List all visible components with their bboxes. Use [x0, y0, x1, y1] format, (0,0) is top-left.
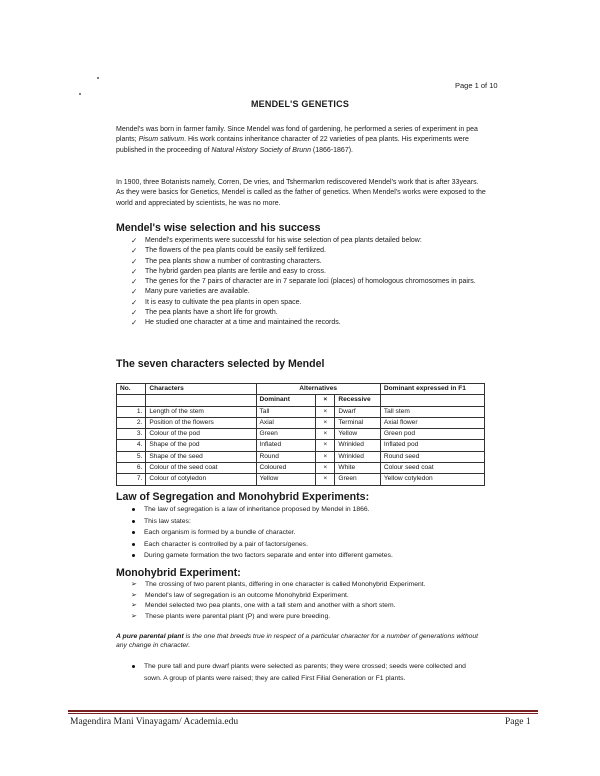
arrow-bullet-icon: ➢: [131, 612, 137, 620]
table-cell-f1: Tall stem: [380, 406, 484, 417]
table-cell-f1: Axial flower: [380, 417, 484, 428]
check-mark-icon: ✓: [131, 297, 138, 307]
table-cell-x: ×: [316, 451, 335, 462]
list-item: The pure tall and pure dwarf plants were selected as parents; they were crossed; seeds were collected and sown. A group of plants were raised; they are called First Filial Generation or F1 plants.: [131, 661, 481, 684]
list-item: Each character is controlled by a pair of factors/genes.: [131, 539, 481, 551]
table-cell-no: 6.: [117, 463, 146, 474]
table-subheader-row: [117, 395, 485, 406]
sub-cross-header: ×: [316, 395, 335, 406]
table-header-row: [117, 384, 485, 395]
list-item: ✓ The pea plants show a number of contrasting characters.: [131, 256, 322, 266]
list-item: ➢ Mendel's law of segregation is an outcome Monohybrid Experiment.: [131, 591, 486, 602]
table-cell-f1: Inflated pod: [380, 440, 484, 451]
final-list: [131, 661, 481, 684]
table-row: [117, 406, 485, 417]
bullet-icon: [132, 554, 135, 557]
table-cell-f1: Colour seed coat: [380, 463, 484, 474]
check-mark-icon: ✓: [131, 318, 138, 328]
table-cell-character: Length of the stem: [146, 406, 256, 417]
check-mark-icon: ✓: [131, 246, 138, 256]
page-number-header: Page 1 of 10: [455, 81, 498, 90]
table-row: [117, 474, 485, 485]
list-item: The law of segregation is a law of inheritance proposed by Mendel in 1866.: [131, 504, 481, 516]
arrow-bullet-icon: ➢: [131, 602, 137, 610]
col-no-header: No.: [117, 384, 146, 395]
table-cell-recessive: Wrinkled: [335, 451, 380, 462]
table-cell-dominant: Coloured: [256, 463, 316, 474]
intro-paragraph-1: Mendel's was born in farmer family. Since Mendel was fond of gardening, he performed a series of experiment in pea plants; Pisum sativum. His work contains inheritance character of 22 varieties of pea plants. His experiments were published in the proceeding of Natural History Society of Brunn (1866-1867).: [116, 126, 478, 154]
table-cell-x: ×: [316, 417, 335, 428]
list-item: Each organism is formed by a bundle of character.: [131, 527, 481, 539]
footer-page-number: Page 1: [505, 717, 531, 727]
table-cell-dominant: Tall: [256, 406, 316, 417]
col-characters-header: Characters: [146, 384, 256, 395]
list-item: ✓ The genes for the 7 pairs of character are in 7 separate loci (places) of homologous chromosomes in pairs.: [131, 277, 476, 287]
table-cell-no: 5.: [117, 451, 146, 462]
monohybrid-heading: Monohybrid Experiment:: [116, 567, 241, 579]
table-cell-dominant: Round: [256, 451, 316, 462]
table-cell-dominant: Green: [256, 429, 316, 440]
list-item: ✓ Mendel's experiments were successful for his wise selection of pea plants detailed below:: [131, 236, 422, 245]
col-alternatives-header: Alternatives: [256, 384, 380, 395]
table-cell-no: 4.: [117, 440, 146, 451]
check-mark-icon: ✓: [131, 266, 138, 276]
table-row: [117, 429, 485, 440]
bullet-icon: [132, 543, 135, 546]
list-item: ➢ The crossing of two parent plants, differing in one character is called Monohybrid Experiment.: [131, 580, 486, 591]
segregation-heading: Law of Segregation and Monohybrid Experiments:: [116, 491, 370, 503]
table-cell-x: ×: [316, 440, 335, 451]
table-cell-recessive: Terminal: [335, 417, 380, 428]
list-item: ✓ The flowers of the pea plants could be easily self fertilized.: [131, 246, 326, 256]
check-mark-icon: ✓: [131, 308, 138, 318]
characters-heading: The seven characters selected by Mendel: [116, 358, 325, 370]
list-item: ✓ The pea plants have a short life for growth.: [131, 308, 278, 318]
table-row: [117, 440, 485, 451]
check-mark-icon: ✓: [131, 236, 138, 245]
table-cell-x: ×: [316, 429, 335, 440]
table-cell-dominant: Inflated: [256, 440, 316, 451]
pure-parental-definition: A pure parental plant is the one that breeds true in respect of a particular character for a number of generations without any change in character.: [116, 633, 479, 650]
table-row: [117, 417, 485, 428]
success-heading: Mendel's wise selection and his success: [116, 222, 321, 234]
scan-speck: [97, 77, 99, 79]
bullet-icon: [132, 508, 135, 511]
table-cell-character: Shape of the pod: [146, 440, 256, 451]
arrow-bullet-icon: ➢: [131, 581, 137, 588]
intro-paragraph-2: In 1900, three Botanists namely, Corren, De vries, and Tshermarkm rediscovered Mendel's work that is after 33years. As they were basics for Genetics, Mendel is called as the father of genetics. When Mendel's works were exposed to the world and appreciated by scientists, he was no more.: [116, 179, 486, 207]
sub-dominant-header: Dominant: [256, 395, 316, 406]
success-list: [131, 236, 491, 329]
characters-table: [116, 383, 485, 486]
list-item: ✓ Many pure varieties are available.: [131, 287, 250, 297]
list-item: ➢ Mendel selected two pea plants, one with a tall stem and another with a short stem.: [131, 601, 486, 612]
list-item: This law states:: [131, 516, 481, 528]
table-cell-character: Colour of cotyledon: [146, 474, 256, 485]
table-cell-character: Colour of the seed coat: [146, 463, 256, 474]
segregation-list: [131, 504, 481, 562]
table-cell-recessive: Green: [335, 474, 380, 485]
check-mark-icon: ✓: [131, 277, 138, 287]
footer-divider-thin: [68, 713, 538, 714]
monohybrid-list: [131, 580, 486, 622]
table-cell-f1: Round seed: [380, 451, 484, 462]
table-row: [117, 463, 485, 474]
table-cell-x: ×: [316, 463, 335, 474]
table-cell-recessive: Yellow: [335, 429, 380, 440]
col-dominant-f1-header: Dominant expressed in F1: [380, 384, 484, 395]
list-item: ✓ He studied one character at a time and maintained the records.: [131, 318, 341, 328]
table-row: [117, 451, 485, 462]
table-cell-no: 1.: [117, 406, 146, 417]
sub-recessive-header: Recessive: [335, 395, 380, 406]
check-mark-icon: ✓: [131, 256, 138, 266]
check-mark-icon: ✓: [131, 287, 138, 297]
footer-divider: [68, 710, 538, 712]
table-cell-character: Colour of the pod: [146, 429, 256, 440]
table-cell-recessive: Wrinkled: [335, 440, 380, 451]
table-cell-no: 3.: [117, 429, 146, 440]
table-cell-recessive: Dwarf: [335, 406, 380, 417]
table-cell-recessive: White: [335, 463, 380, 474]
arrow-bullet-icon: ➢: [131, 591, 137, 599]
table-cell-character: Position of the flowers: [146, 417, 256, 428]
bullet-icon: [132, 520, 135, 523]
table-cell-character: Shape of the seed: [146, 451, 256, 462]
list-item: ➢ These plants were parental plant (P) and were pure breeding.: [131, 612, 486, 623]
footer-author: Magendira Mani Vinayagam/ Academia.edu: [70, 717, 239, 727]
table-cell-x: ×: [316, 406, 335, 417]
table-cell-no: 7.: [117, 474, 146, 485]
table-cell-f1: Yellow cotyledon: [380, 474, 484, 485]
document-title: MENDEL'S GENETICS: [250, 99, 350, 109]
table-cell-no: 2.: [117, 417, 146, 428]
scan-speck: [79, 93, 81, 95]
bullet-icon: [132, 531, 135, 534]
table-cell-dominant: Axial: [256, 417, 316, 428]
table-cell-dominant: Yellow: [256, 474, 316, 485]
table-cell-x: ×: [316, 474, 335, 485]
bullet-icon: [132, 665, 135, 668]
table-cell-f1: Green pod: [380, 429, 484, 440]
list-item: ✓ It is easy to cultivate the pea plants in open space.: [131, 297, 302, 307]
list-item: ✓ The hybrid garden pea plants are fertile and easy to cross.: [131, 266, 326, 276]
list-item: During gamete formation the two factors separate and enter into different gametes.: [131, 550, 481, 562]
